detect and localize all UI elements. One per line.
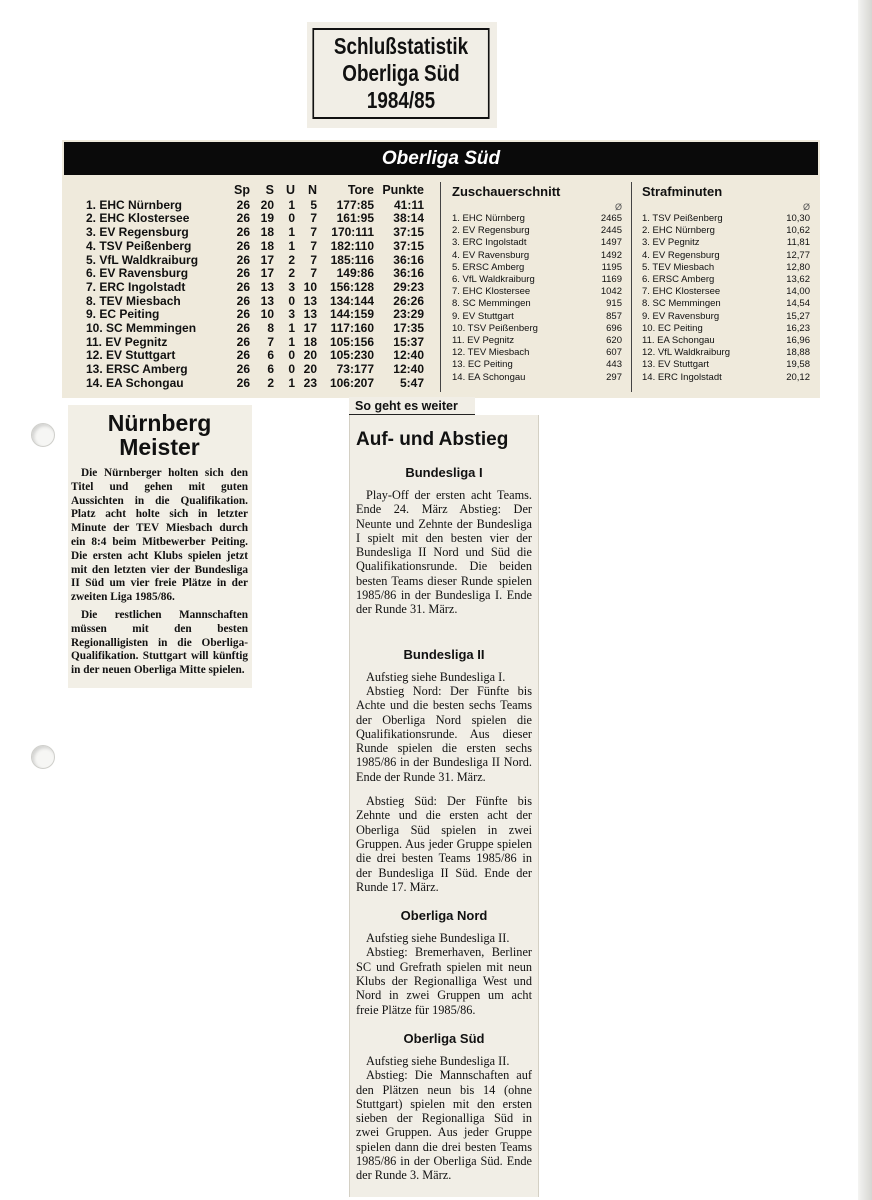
column-header: Punkte <box>382 183 424 197</box>
table-row <box>86 336 426 350</box>
item-name: 7. EHC Klostersee <box>452 286 531 298</box>
table-header <box>64 142 818 175</box>
list-item <box>452 225 622 237</box>
list-item <box>642 213 810 225</box>
title-clipping <box>307 22 497 128</box>
item-value: 915 <box>606 298 622 310</box>
title-line: Schlußstatistik <box>333 33 469 59</box>
item-value: 1497 <box>600 237 622 249</box>
cell-tore: 144:159 <box>329 307 374 322</box>
column-divider <box>440 182 441 392</box>
headline-line: Meister <box>119 434 200 460</box>
cell-s: 6 <box>267 362 274 377</box>
cell-tore: 185:116 <box>330 252 374 267</box>
standings-header <box>86 184 426 198</box>
cell-tore: 73:177 <box>336 362 374 377</box>
meister-article <box>68 405 252 688</box>
column-divider <box>631 182 632 392</box>
penalty-minutes-table <box>642 184 810 384</box>
column-header: N <box>307 183 317 197</box>
cell-team: 10. SC Memmingen <box>86 321 197 336</box>
item-name: 9. EV Ravensburg <box>642 310 720 322</box>
list-item <box>642 372 810 384</box>
list-item <box>452 213 622 225</box>
cell-n: 7 <box>310 225 317 240</box>
cell-pkt: 23:29 <box>393 307 424 322</box>
item-name: 3. ERC Ingolstadt <box>452 237 527 249</box>
table-row <box>86 377 426 391</box>
cell-s: 8 <box>267 321 274 336</box>
cell-u: 2 <box>288 252 295 267</box>
cell-s: 7 <box>267 334 274 349</box>
cell-tore: 105:156 <box>329 334 374 349</box>
cell-s: 18 <box>260 238 274 253</box>
cell-sp: 26 <box>236 321 250 336</box>
cell-n: 5 <box>310 197 317 212</box>
list-item <box>452 274 622 286</box>
cell-pkt: 15:37 <box>393 334 424 349</box>
cell-pkt: 17:35 <box>393 321 424 336</box>
item-value: 443 <box>606 359 622 371</box>
cell-tore: 182:110 <box>330 238 374 253</box>
item-name: 6. ERSC Amberg <box>642 274 715 286</box>
section-heading: Oberliga Nord <box>400 908 488 924</box>
cell-n: 10 <box>303 279 317 294</box>
item-name: 4. EV Regensburg <box>642 249 720 261</box>
item-name: 10. TSV Peißenberg <box>452 322 538 334</box>
list-item <box>642 286 810 298</box>
item-name: 13. EV Stuttgart <box>642 359 710 371</box>
cell-sp: 26 <box>236 279 250 294</box>
punch-hole <box>31 745 55 769</box>
item-name: 11. EV Pegnitz <box>452 335 515 347</box>
cell-sp: 26 <box>236 197 250 212</box>
cell-tore: 170:111 <box>331 225 374 240</box>
item-name: 11. EA Schongau <box>642 335 715 347</box>
item-value: 20,12 <box>786 371 810 383</box>
title-line: Oberliga Süd <box>342 60 460 86</box>
cell-team: 14. EA Schongau <box>86 375 184 390</box>
table-title: Oberliga Süd <box>381 147 501 169</box>
cell-team: 13. ERSC Amberg <box>86 362 188 377</box>
item-value: 12,80 <box>786 261 810 273</box>
list-item <box>642 274 810 286</box>
title-box <box>312 28 489 119</box>
cell-n: 7 <box>310 211 317 226</box>
item-name: 5. ERSC Amberg <box>452 261 525 273</box>
cell-u: 2 <box>288 266 295 281</box>
cell-u: 1 <box>288 321 295 336</box>
list-item <box>452 298 622 310</box>
punch-hole <box>31 423 55 447</box>
list-item <box>642 359 810 371</box>
item-value: 857 <box>606 310 622 322</box>
article-headline <box>71 411 248 459</box>
cell-s: 13 <box>260 279 274 294</box>
item-value: 10,62 <box>786 225 810 237</box>
section-paragraph: Aufstieg siehe Bundesliga II. <box>366 931 510 946</box>
list-item <box>642 250 810 262</box>
cell-pkt: 29:23 <box>393 279 424 294</box>
cell-pkt: 41:11 <box>393 197 424 212</box>
cell-team: 6. EV Ravensburg <box>86 266 189 281</box>
list-item <box>642 323 810 335</box>
cell-s: 13 <box>260 293 274 308</box>
list-item <box>642 262 810 274</box>
section-paragraph: Aufstieg siehe Bundesliga I. <box>366 669 506 684</box>
column-header: U <box>285 183 295 197</box>
article-paragraph: Die restlichen Mannschaften müssen mit den besten Regionalligisten in die Oberliga-Qualifikation. Stuttgart will künftig in der neuen Oberliga Mitte spielen. <box>71 608 248 677</box>
list-item <box>642 311 810 323</box>
cell-sp: 26 <box>236 266 250 281</box>
item-name: 14. ERC Ingolstadt <box>642 371 722 383</box>
item-value: 10,30 <box>786 213 810 224</box>
cell-u: 1 <box>288 334 295 349</box>
cell-tore: 177:85 <box>336 197 374 212</box>
cell-pkt: 12:40 <box>393 362 424 377</box>
table-row <box>86 308 426 322</box>
average-symbol: Ø <box>614 202 622 212</box>
cell-s: 19 <box>260 211 274 226</box>
cell-n: 18 <box>303 334 317 349</box>
cell-team: 4. TSV Peißenberg <box>86 238 192 253</box>
cell-pkt: 26:26 <box>393 293 424 308</box>
cell-team: 7. ERC Ingolstadt <box>86 279 186 294</box>
list-item <box>642 237 810 249</box>
item-value: 1042 <box>600 286 622 298</box>
cell-u: 3 <box>288 279 295 294</box>
table-row <box>86 254 426 268</box>
cell-sp: 26 <box>236 225 250 240</box>
cell-u: 1 <box>288 197 295 212</box>
item-name: 8. SC Memmingen <box>452 298 531 310</box>
section-paragraph: Abstieg: Die Mannschaften auf den Plätzen neun bis 14 (ohne Stuttgart) spielen mit den ersten sieben der Regionalliga Süd in zwei Gruppen. Aus jeder Gruppe spielen dann die drei besten Teams 1985/86 in der Oberliga Süd. Ende der Runde 3. März. <box>356 1068 532 1183</box>
item-value: 15,27 <box>786 310 810 322</box>
list-item <box>452 286 622 298</box>
cell-u: 1 <box>288 375 295 390</box>
section-paragraph: Aufstieg siehe Bundesliga II. <box>366 1053 510 1068</box>
item-value: 11,81 <box>786 237 810 249</box>
cell-team: 11. EV Pegnitz <box>86 334 168 349</box>
item-value: 1492 <box>600 249 622 261</box>
cell-tore: 105:230 <box>329 348 374 363</box>
item-value: 607 <box>606 347 622 359</box>
cell-u: 1 <box>288 225 295 240</box>
item-value: 2465 <box>600 213 622 224</box>
article-headline: Auf- und Abstieg <box>356 429 509 450</box>
cell-n: 7 <box>310 252 317 267</box>
table-row <box>86 363 426 377</box>
cell-u: 0 <box>288 348 295 363</box>
item-value: 18,88 <box>786 347 810 359</box>
item-name: 4. EV Ravensburg <box>452 249 530 261</box>
item-name: 1. EHC Nürnberg <box>452 213 525 224</box>
item-name: 2. EHC Nürnberg <box>642 225 715 237</box>
item-name: 12. TEV Miesbach <box>452 347 530 359</box>
cell-n: 17 <box>303 321 317 336</box>
item-value: 16,23 <box>786 322 810 334</box>
cell-pkt: 38:14 <box>393 211 424 226</box>
table-row <box>86 322 426 336</box>
item-value: 297 <box>606 371 622 383</box>
table-row <box>86 349 426 363</box>
cell-u: 0 <box>288 211 295 226</box>
table-row <box>86 226 426 240</box>
cell-sp: 26 <box>236 307 250 322</box>
list-item <box>452 323 622 335</box>
cell-tore: 117:160 <box>330 321 374 336</box>
table-row <box>86 281 426 295</box>
table-row <box>86 240 426 254</box>
cell-pkt: 12:40 <box>393 348 424 363</box>
item-value: 1195 <box>601 261 622 273</box>
list-item <box>452 347 622 359</box>
cell-s: 17 <box>260 266 274 281</box>
list-item <box>452 250 622 262</box>
kicker-label: So geht es weiter <box>349 397 475 415</box>
section-heading: Bundesliga II <box>403 646 485 662</box>
average-symbol: Ø <box>802 202 810 212</box>
cell-n: 23 <box>303 375 317 390</box>
cell-pkt: 37:15 <box>393 238 424 253</box>
promotion-article <box>349 415 539 1197</box>
attendance-table <box>452 184 622 384</box>
section-paragraph: Abstieg Süd: Der Fünfte bis Zehnte und die ersten acht der Oberliga Süd spielen in zwei Gruppen. Aus jeder Gruppe spielen die drei besten Teams 1985/86 in der Bundesliga II Süd. Ende der Runde 17. März. <box>356 794 532 894</box>
section-heading: Oberliga Süd <box>403 1030 485 1046</box>
cell-s: 18 <box>260 225 274 240</box>
list-item <box>642 225 810 237</box>
list-item <box>452 311 622 323</box>
cell-n: 20 <box>303 362 317 377</box>
item-name: 10. EC Peiting <box>642 322 703 334</box>
cell-n: 7 <box>310 266 317 281</box>
cell-team: 12. EV Stuttgart <box>86 348 176 363</box>
cell-team: 5. VfL Waldkraiburg <box>86 252 199 267</box>
cell-sp: 26 <box>236 211 250 226</box>
item-value: 19,58 <box>786 359 810 371</box>
table-row <box>86 199 426 213</box>
column-header: Sp <box>234 183 250 197</box>
cell-u: 0 <box>288 293 295 308</box>
item-name: 1. TSV Peißenberg <box>642 213 723 224</box>
statistics-clipping <box>62 140 820 398</box>
standings-table <box>86 184 426 391</box>
cell-tore: 106:207 <box>329 375 374 390</box>
cell-sp: 26 <box>236 238 250 253</box>
list-item <box>452 335 622 347</box>
cell-sp: 26 <box>236 252 250 267</box>
cell-sp: 26 <box>236 375 250 390</box>
list-item <box>642 347 810 359</box>
cell-sp: 26 <box>236 362 250 377</box>
item-name: 5. TEV Miesbach <box>642 261 715 273</box>
cell-team: 2. EHC Klostersee <box>86 211 190 226</box>
table-row <box>86 212 426 226</box>
item-name: 2. EV Regensburg <box>452 225 530 237</box>
item-value: 620 <box>606 335 622 347</box>
cell-sp: 26 <box>236 293 250 308</box>
cell-n: 7 <box>310 238 317 253</box>
cell-tore: 161:95 <box>336 211 374 226</box>
cell-s: 20 <box>260 197 274 212</box>
item-name: 14. EA Schongau <box>452 371 526 383</box>
title-line: 1984/85 <box>366 87 436 113</box>
item-value: 16,96 <box>786 335 810 347</box>
table-row <box>86 295 426 309</box>
headline-line: Nürnberg <box>107 410 212 436</box>
article-paragraph: Die Nürnberger holten sich den Titel und gehen mit guten Aussichten in die Qualifikation. Platz acht holte sich in letzter Minute der TEV Miesbach durch ein 8:4 beim Mitbewerber Peiting. Die ersten acht Klubs spielen jetzt mit den letzten vier der Bundesliga II Süd um vier freie Plätze in der zweiten Liga 1985/86. <box>71 467 248 604</box>
list-item <box>642 335 810 347</box>
cell-team: 9. EC Peiting <box>86 307 160 322</box>
cell-s: 10 <box>260 307 274 322</box>
cell-pkt: 5:47 <box>399 375 424 390</box>
cell-team: 1. EHC Nürnberg <box>86 197 183 212</box>
list-item <box>452 359 622 371</box>
list-item <box>452 372 622 384</box>
cell-n: 13 <box>303 307 317 322</box>
item-name: 3. EV Pegnitz <box>642 237 700 249</box>
cell-u: 1 <box>288 238 295 253</box>
cell-pkt: 37:15 <box>393 225 424 240</box>
item-name: 6. VfL Waldkraiburg <box>452 274 535 286</box>
cell-pkt: 36:16 <box>393 252 424 267</box>
item-name: 7. EHC Klostersee <box>642 286 721 298</box>
penalty-minutes-title: Strafminuten <box>642 184 723 199</box>
cell-team: 8. TEV Miesbach <box>86 293 181 308</box>
cell-s: 6 <box>267 348 274 363</box>
item-name: 13. EC Peiting <box>452 359 513 371</box>
cell-tore: 149:86 <box>336 266 374 281</box>
item-value: 13,62 <box>786 274 810 286</box>
cell-sp: 26 <box>236 348 250 363</box>
item-value: 696 <box>606 322 622 334</box>
column-header: S <box>265 183 274 197</box>
cell-tore: 134:144 <box>329 293 374 308</box>
item-value: 14,54 <box>786 298 810 310</box>
column-header: Tore <box>347 183 374 197</box>
item-value: 1169 <box>601 274 622 286</box>
cell-n: 20 <box>303 348 317 363</box>
cell-s: 17 <box>260 252 274 267</box>
section-paragraph: Abstieg: Bremerhaven, Berliner SC und Grefrath spielen mit neun Klubs der Regionalliga West und Nord in zwei Gruppen um acht freie Plätze für 1985/86. <box>356 945 532 1017</box>
item-name: 8. SC Memmingen <box>642 298 721 310</box>
list-item <box>452 237 622 249</box>
cell-tore: 156:128 <box>329 279 374 294</box>
item-name: 12. VfL Waldkraiburg <box>642 347 731 359</box>
item-name: 9. EV Stuttgart <box>452 310 514 322</box>
item-value: 2445 <box>600 225 622 237</box>
attendance-title: Zuschauerschnitt <box>452 184 561 199</box>
page-edge <box>858 0 872 1200</box>
item-value: 12,77 <box>786 249 810 261</box>
section-paragraph: Abstieg Nord: Der Fünfte bis Achte und die besten sechs Teams der Oberliga Nord spielen die Qualifikationsrunde. Aus dieser Runde spielen die ersten sechs 1985/86 in der Bundesliga II Nord. Ende der Runde 31. März. <box>356 683 532 784</box>
cell-s: 2 <box>267 375 274 390</box>
cell-pkt: 36:16 <box>393 266 424 281</box>
cell-u: 3 <box>288 307 295 322</box>
table-row <box>86 267 426 281</box>
cell-team: 3. EV Regensburg <box>86 225 189 240</box>
item-value: 14,00 <box>786 286 810 298</box>
section-paragraph: Play-Off der ersten acht Teams. Ende 24. März Abstieg: Der Neunte und Zehnte der Bundesliga I spielt mit den besten vier der Bundesliga II Nord und Süd die Qualifikationsrunde. Die beiden besten Teams dieser Runde spielen 1985/86 in der Bundesliga I. Ende der Runde 31. März. <box>356 488 532 617</box>
list-item <box>642 298 810 310</box>
cell-n: 13 <box>303 293 317 308</box>
cell-u: 0 <box>288 362 295 377</box>
cell-sp: 26 <box>236 334 250 349</box>
section-heading: Bundesliga I <box>405 465 483 480</box>
list-item <box>452 262 622 274</box>
